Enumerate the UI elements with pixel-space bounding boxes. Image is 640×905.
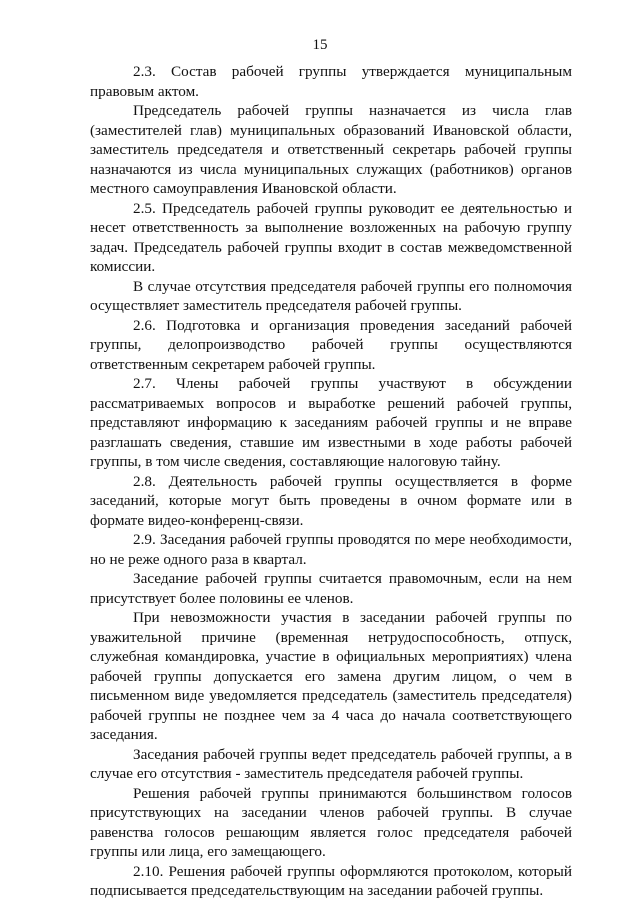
paragraph-2-6: 2.6. Подготовка и организация проведения заседаний рабочей группы, делопроизводство рабочей группы осуществляются ответственным секретарем рабочей группы.: [90, 316, 572, 373]
paragraph-chairman-appointment: Председатель рабочей группы назначается из числа глав (заместителей глав) муниципальных образований Ивановской области, заместитель председателя и ответственный секретарь рабочей группы назначаются из числа муниципальных служащих (работников) органов местного самоуправления Ивановской области.: [90, 102, 572, 197]
page-number: 15: [312, 37, 328, 53]
document-body: [90, 62, 572, 901]
paragraph-member-replacement: При невозможности участия в заседании рабочей группы по уважительной причине (временная нетрудоспособность, отпуск, служебная командировка, участие в официальных мероприятиях) члена рабочей группы допускается его замена другим лицом, о чем в письменном виде уведомляется председатель (заместитель председателя) рабочей группы не позднее чем за 4 часа до начала соответствующего заседания.: [90, 609, 572, 743]
paragraph-meeting-chair: Заседания рабочей группы ведет председатель рабочей группы, а в случае его отсутствия - заместитель председателя рабочей группы.: [90, 745, 572, 782]
paragraph-2-10: 2.10. Решения рабочей группы оформляются протоколом, который подписывается председательствующим на заседании рабочей группы.: [90, 862, 572, 899]
paragraph-2-3: 2.3. Состав рабочей группы утверждается муниципальным правовым актом.: [90, 63, 572, 100]
paragraph-2-5: 2.5. Председатель рабочей группы руководит ее деятельностью и несет ответственность за выполнение возложенных на рабочую группу задач. Председатель рабочей группы входит в состав межведомственной комиссии.: [90, 199, 572, 275]
paragraph-chairman-absence: В случае отсутствия председателя рабочей группы его полномочия осуществляет заместитель председателя рабочей группы.: [90, 277, 572, 314]
paragraph-quorum: Заседание рабочей группы считается правомочным, если на нем присутствует более половины ее членов.: [90, 570, 572, 607]
paragraph-2-8: 2.8. Деятельность рабочей группы осуществляется в форме заседаний, которые могут быть проведены в очном формате или в формате видео-конференц-связи.: [90, 472, 572, 529]
paragraph-2-9: 2.9. Заседания рабочей группы проводятся по мере необходимости, но не реже одного раза в квартал.: [90, 531, 572, 568]
paragraph-decisions: Решения рабочей группы принимаются большинством голосов присутствующих на заседании членов рабочей группы. В случае равенства голосов решающим является голос председателя рабочей группы или лица, его замещающего.: [90, 784, 572, 860]
paragraph-2-7: 2.7. Члены рабочей группы участвуют в обсуждении рассматриваемых вопросов и выработке решений рабочей группы, представляют информацию к заседаниям рабочей группы и не вправе разглашать сведения, ставшие им известными в ходе работы рабочей группы, в том числе сведения, составляющие налоговую тайну.: [90, 375, 572, 470]
